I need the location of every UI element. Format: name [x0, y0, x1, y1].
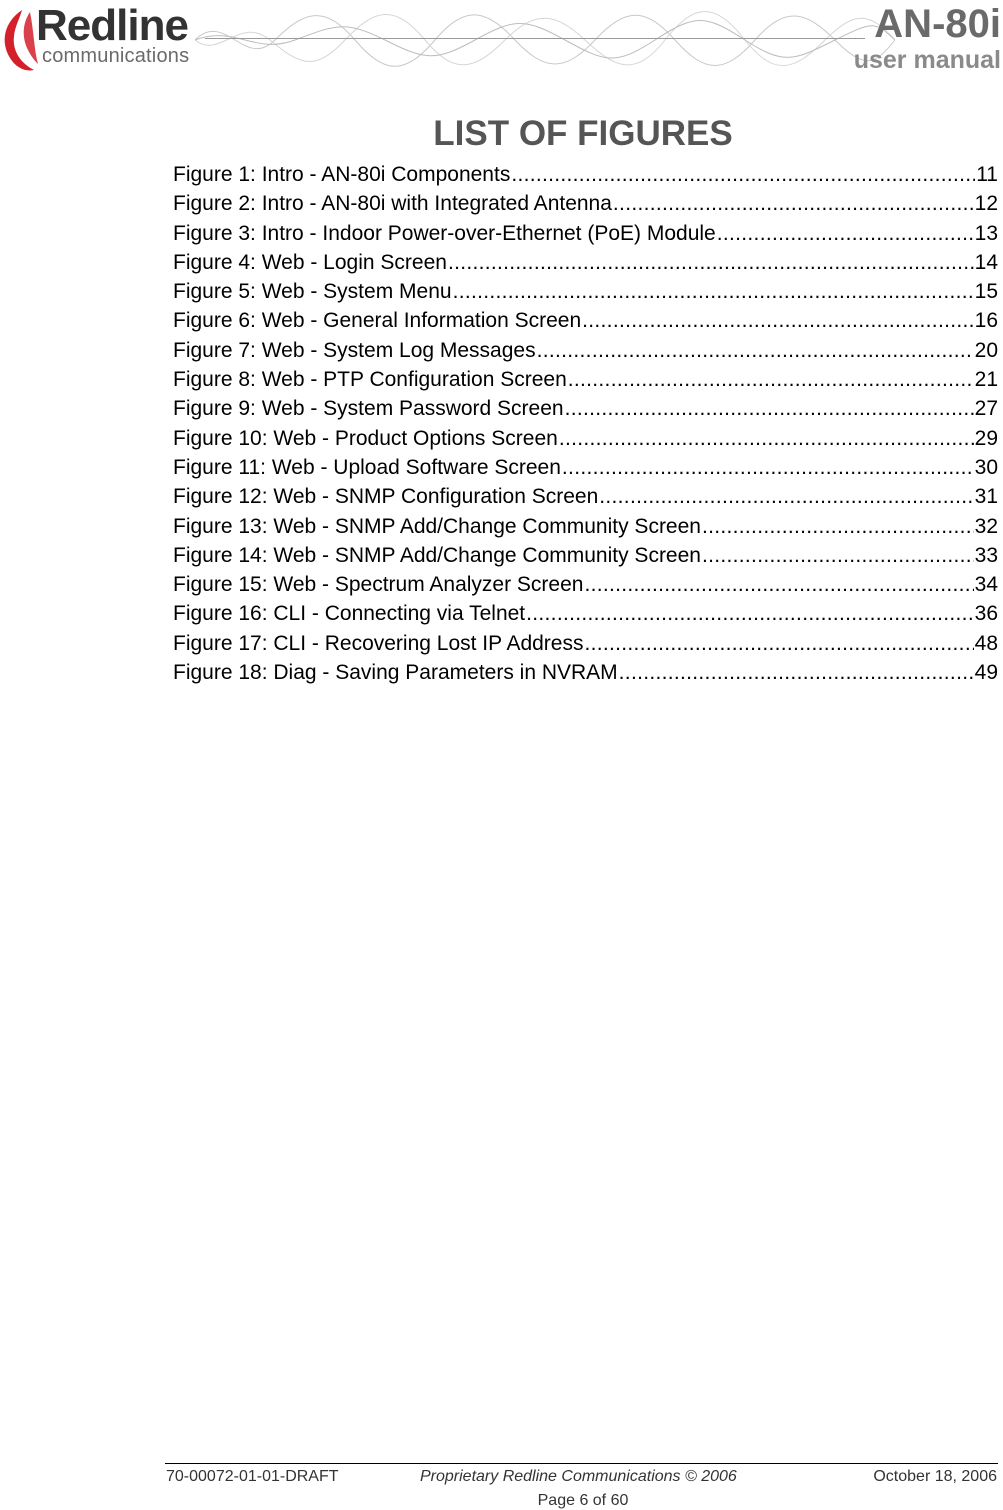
toc-entry-label: Figure 5: Web - System Menu	[173, 280, 452, 304]
toc-entry-label: Figure 11: Web - Upload Software Screen	[173, 455, 561, 479]
toc-leader-dots	[702, 512, 974, 541]
toc-entry-page: 16	[974, 309, 998, 333]
toc-entry[interactable]	[173, 424, 998, 453]
footer-date: October 18, 2006	[873, 1468, 997, 1485]
toc-entry-label: Figure 10: Web - Product Options Screen	[173, 426, 558, 450]
toc-entry-label: Figure 8: Web - PTP Configuration Screen	[173, 368, 567, 392]
toc-entry-label: Figure 18: Diag - Saving Parameters in NVRAM	[173, 661, 618, 685]
toc-entry[interactable]	[173, 394, 998, 423]
toc-entry-label: Figure 15: Web - Spectrum Analyzer Screen	[173, 573, 584, 597]
page-title: LIST OF FIGURES	[433, 114, 733, 153]
toc-entry-page: 36	[974, 602, 998, 626]
wave-graphic	[195, 0, 895, 80]
toc-entry[interactable]	[173, 599, 998, 628]
toc-leader-dots	[565, 394, 974, 423]
toc-leader-dots	[717, 219, 974, 248]
toc-leader-dots	[568, 365, 974, 394]
redline-swoosh-icon	[0, 8, 40, 74]
brand-sub: communications	[42, 45, 190, 67]
toc-entry[interactable]	[173, 482, 998, 511]
toc-entry-label: Figure 4: Web - Login Screen	[173, 250, 447, 274]
toc-leader-dots	[619, 658, 974, 687]
toc-entry-label: Figure 2: Intro - AN-80i with Integrated Antenna	[173, 192, 612, 216]
toc-leader-dots	[584, 570, 973, 599]
toc-entry-page: 32	[974, 514, 998, 538]
toc-leader-dots	[448, 248, 974, 277]
toc-entry-page: 31	[974, 485, 998, 509]
toc-entry-label: Figure 3: Intro - Indoor Power-over-Ethernet (PoE) Module	[173, 221, 716, 245]
toc-leader-dots	[582, 306, 974, 335]
toc-entry[interactable]	[173, 541, 998, 570]
toc-entry[interactable]	[173, 306, 998, 335]
toc-entry-label: Figure 17: CLI - Recovering Lost IP Address	[173, 631, 584, 655]
toc-entry-page: 11	[976, 163, 998, 186]
header-rule	[205, 38, 865, 39]
toc-entry[interactable]	[173, 248, 998, 277]
toc-entry-page: 48	[974, 631, 998, 655]
toc-entry-page: 15	[974, 280, 998, 304]
product-title: AN-80i	[874, 2, 1001, 46]
toc-entry[interactable]	[173, 658, 998, 687]
toc-entry[interactable]	[173, 512, 998, 541]
toc-leader-dots	[559, 424, 974, 453]
toc-entry-page: 20	[974, 338, 998, 362]
toc-entry-label: Figure 6: Web - General Information Screen	[173, 309, 582, 333]
figure-list	[173, 160, 998, 687]
toc-entry-label: Figure 14: Web - SNMP Add/Change Community Screen	[173, 543, 701, 567]
toc-entry-page: 27	[974, 397, 998, 421]
footer-doc-id: 70-00072-01-01-DRAFT	[166, 1468, 339, 1485]
toc-entry[interactable]	[173, 365, 998, 394]
toc-entry-page: 29	[974, 426, 998, 450]
product-subtitle: user manual	[853, 46, 1001, 74]
toc-entry-page: 14	[974, 250, 998, 274]
toc-leader-dots	[702, 541, 974, 570]
toc-entry-label: Figure 9: Web - System Password Screen	[173, 397, 564, 421]
footer-proprietary: Proprietary Redline Communications © 2006	[420, 1468, 737, 1485]
toc-leader-dots	[511, 160, 975, 189]
toc-leader-dots	[526, 599, 974, 628]
toc-entry-label: Figure 13: Web - SNMP Add/Change Community Screen	[173, 514, 701, 538]
toc-leader-dots	[599, 482, 973, 511]
footer-rule	[165, 1463, 998, 1464]
toc-entry-label: Figure 16: CLI - Connecting via Telnet	[173, 602, 526, 626]
toc-entry-page: 34	[974, 573, 998, 597]
toc-entry-page: 30	[974, 455, 998, 479]
toc-entry[interactable]	[173, 453, 998, 482]
page-header	[0, 0, 1003, 86]
toc-entry-page: 21	[974, 368, 998, 392]
toc-entry[interactable]	[173, 277, 998, 306]
toc-entry[interactable]	[173, 160, 998, 189]
toc-entry-page: 13	[974, 221, 998, 245]
toc-entry-page: 49	[974, 661, 998, 685]
toc-entry[interactable]	[173, 189, 998, 218]
toc-leader-dots	[562, 453, 974, 482]
toc-leader-dots	[537, 336, 974, 365]
toc-entry-label: Figure 7: Web - System Log Messages	[173, 338, 536, 362]
toc-entry-label: Figure 1: Intro - AN-80i Components	[173, 163, 511, 186]
toc-leader-dots	[613, 189, 974, 218]
brand-name: Redline	[36, 1, 188, 50]
toc-leader-dots	[453, 277, 974, 306]
toc-entry[interactable]	[173, 570, 998, 599]
toc-entry-page: 12	[974, 192, 998, 216]
toc-entry-label: Figure 12: Web - SNMP Configuration Screen	[173, 485, 599, 509]
toc-leader-dots	[584, 629, 973, 658]
toc-entry[interactable]	[173, 219, 998, 248]
toc-entry[interactable]	[173, 336, 998, 365]
footer-page-number: Page 6 of 60	[537, 1492, 629, 1509]
toc-entry[interactable]	[173, 629, 998, 658]
toc-entry-page: 33	[974, 543, 998, 567]
